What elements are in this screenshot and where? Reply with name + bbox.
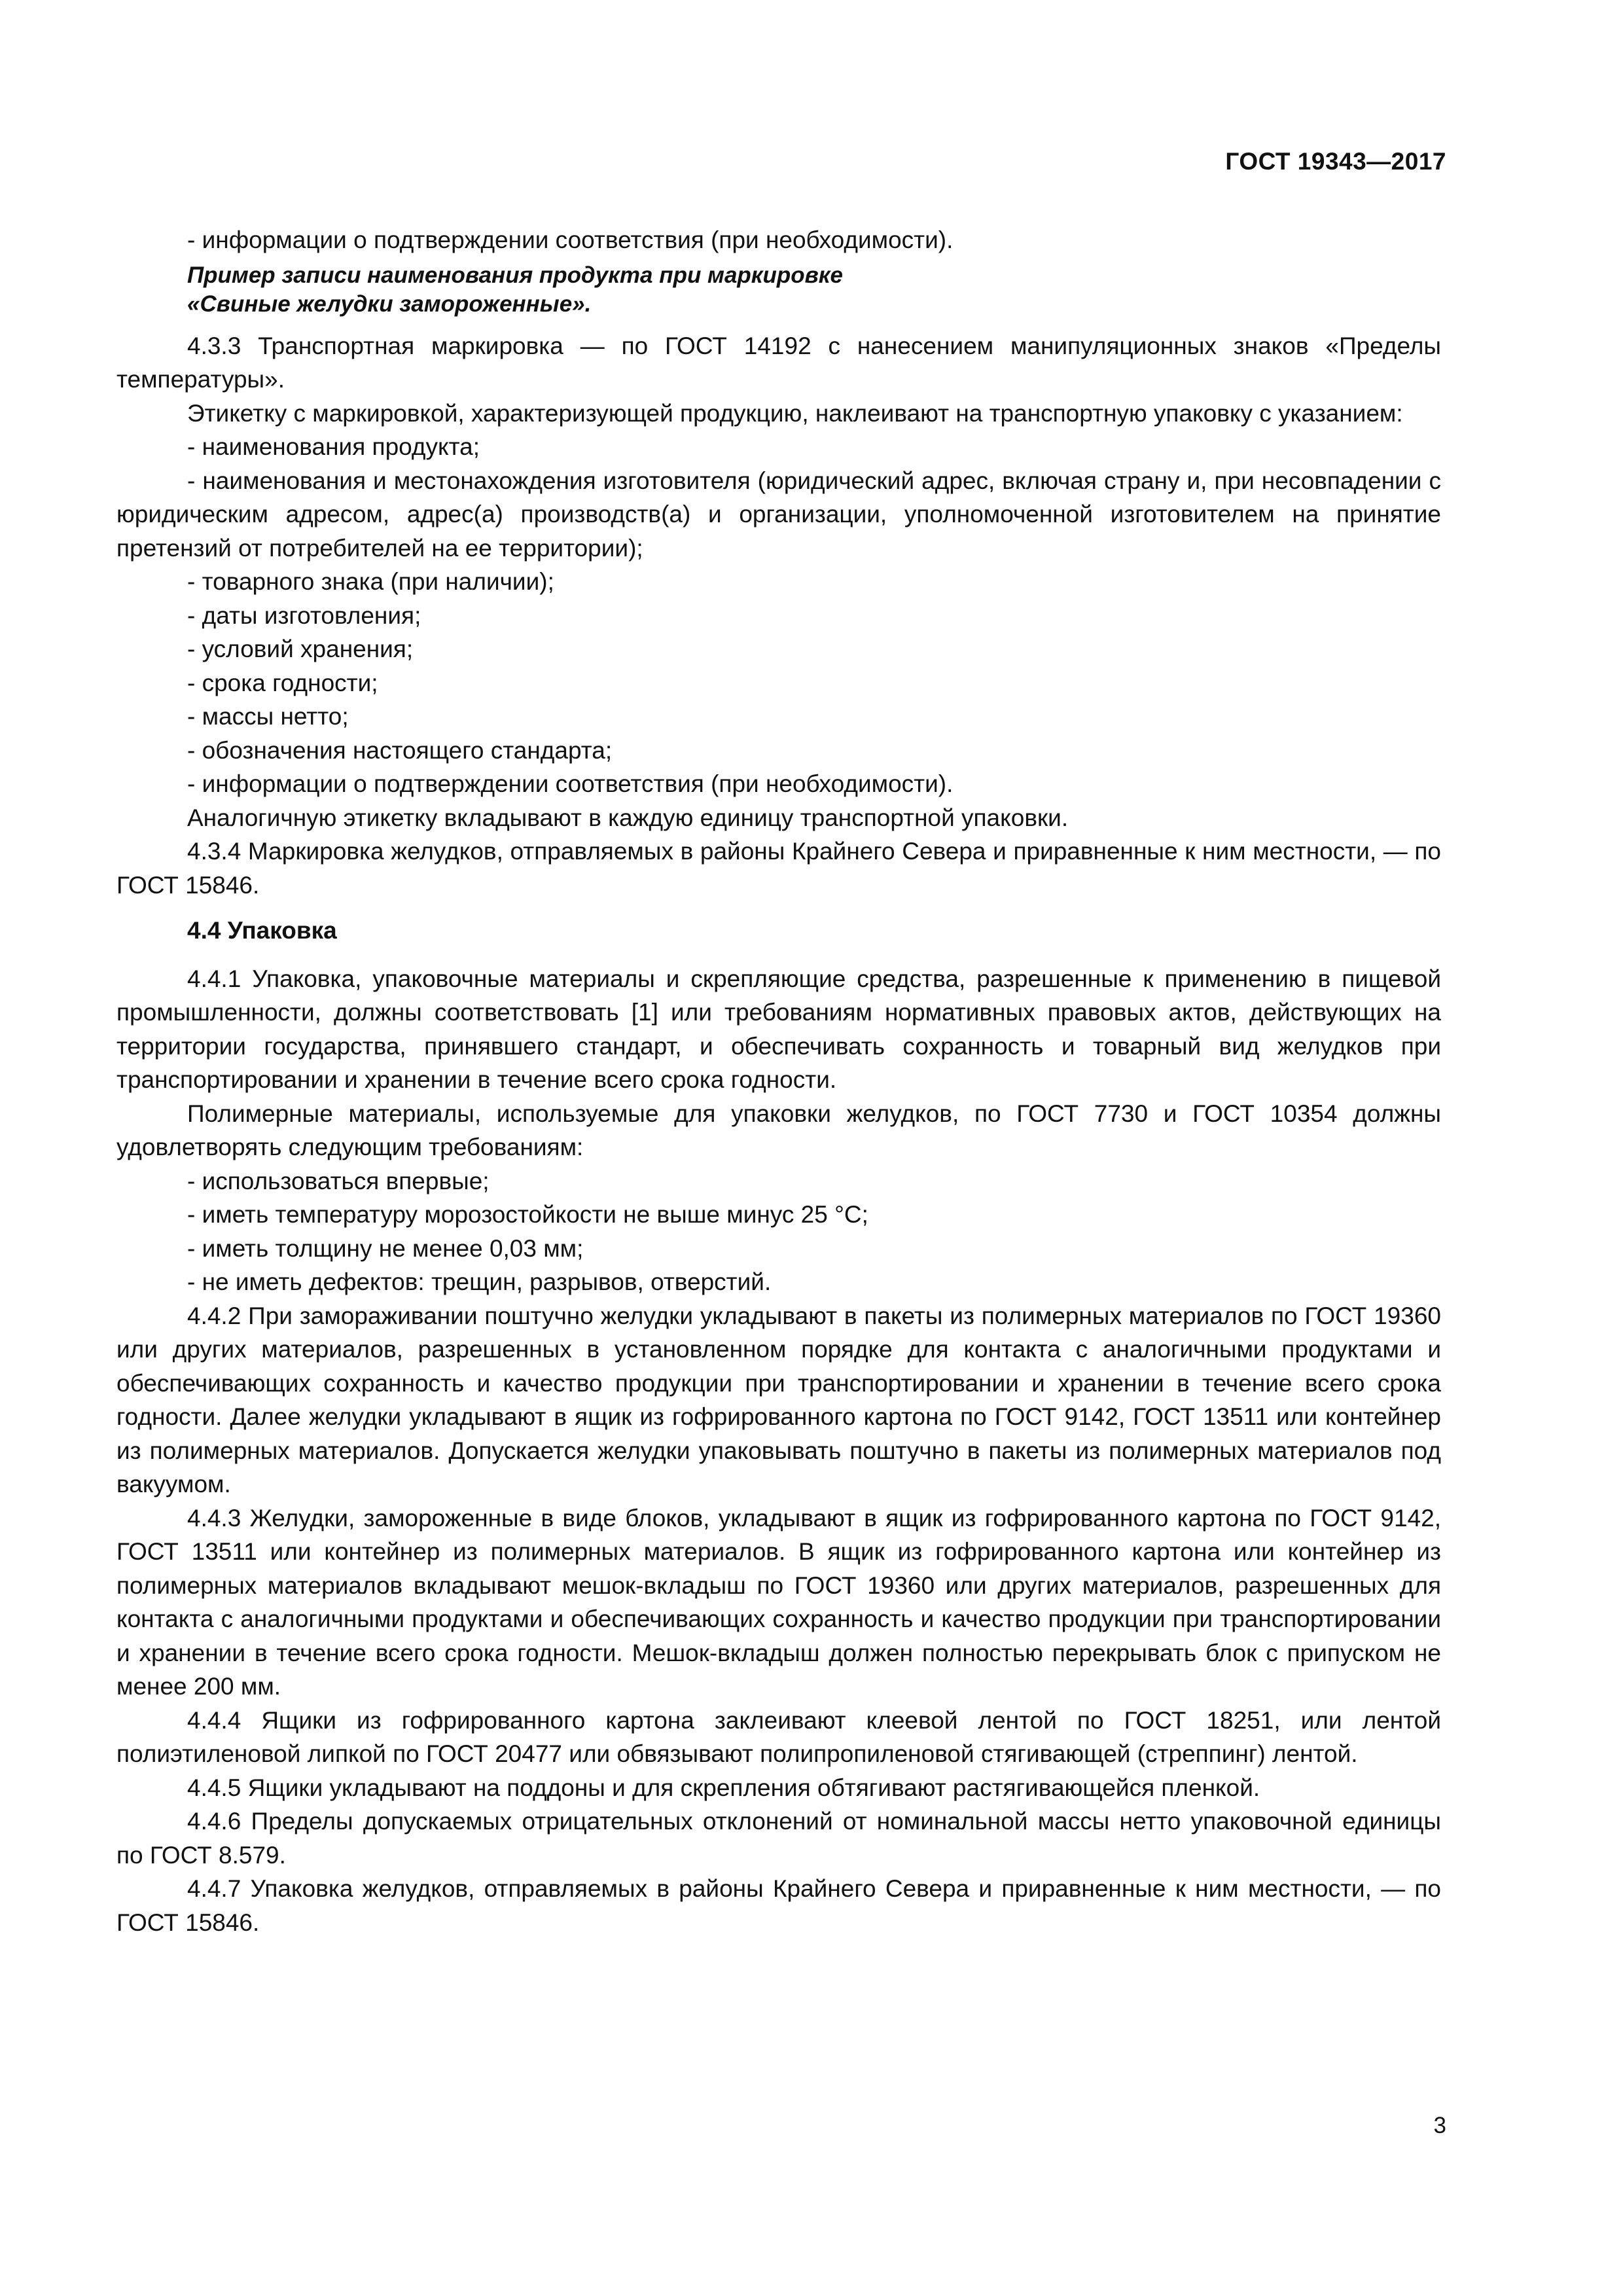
page-number: 3 xyxy=(1433,2113,1446,2138)
list-item: - информации о подтверждении соответствия (при необходимости). xyxy=(187,770,954,797)
page-body xyxy=(116,223,1441,1939)
list-item: - не иметь дефектов: трещин, разрывов, отверстий. xyxy=(187,1268,772,1295)
paragraph-4-4-7: 4.4.7 Упаковка желудков, отправляемых в районы Крайнего Севера и приравненные к ним местности, — по ГОСТ 15846. xyxy=(116,1875,1441,1936)
list-item: - иметь толщину не менее 0,03 мм; xyxy=(187,1234,584,1262)
example-line: Пример записи наименования продукта при маркировке xyxy=(187,262,844,288)
paragraph-4-4-1: 4.4.1 Упаковка, упаковочные материалы и скрепляющие средства, разрешенные к применению в пищевой промышленности, должны соответствовать [1] или требованиям нормативных правовых актов, действующих на территории государства, принявшего стандарт, и обеспечивать сохранность и товарный вид желудков при транспортировании и хранении в течение всего срока годности. xyxy=(116,965,1441,1093)
paragraph-4-4-4: 4.4.4 Ящики из гофрированного картона заклеивают клеевой лентой по ГОСТ 18251, или лентой полиэтиленовой липкой по ГОСТ 20477 или обвязывают полипропиленовой стягивающей (стреппинг) лентой. xyxy=(116,1706,1441,1767)
list-item: - использоваться впервые; xyxy=(187,1167,490,1194)
list-item: - срока годности; xyxy=(187,669,378,696)
section-heading-4-4: 4.4 Упаковка xyxy=(187,917,337,944)
paragraph-4-3-3: 4.3.3 Транспортная маркировка — по ГОСТ 14192 с нанесением манипуляционных знаков «Пределы температуры». xyxy=(116,332,1441,393)
list-item: - иметь температуру морозостойкости не выше минус 25 °С; xyxy=(187,1201,868,1228)
paragraph-4-4-6: 4.4.6 Пределы допускаемых отрицательных отклонений от номинальной массы нетто упаковочной единицы по ГОСТ 8.579. xyxy=(116,1808,1441,1869)
list-item: - наименования продукта; xyxy=(187,433,480,460)
paragraph-4-4-3: 4.4.3 Желудки, замороженные в виде блоков, укладывают в ящик из гофрированного картона по ГОСТ 9142, ГОСТ 13511 или контейнер из полимерных материалов. В ящик из гофрированного картона или контейнер из полимерных материалов вкладывают мешок-вкладыш по ГОСТ 19360 или других материалов, разрешенных для контакта с аналогичными продуктами и обеспечивающих сохранность и качество продукции при транспортировании и хранении в течение всего срока годности. Мешок-вкладыш должен полностью перекрывать блок с припуском не менее 200 мм. xyxy=(116,1504,1441,1700)
paragraph-4-4-2: 4.4.2 При замораживании поштучно желудки укладывают в пакеты из полимерных материалов по ГОСТ 19360 или других материалов, разрешенных в установленном порядке для контакта с аналогичными продуктами и обеспечивающих сохранность и качество продукции при транспортировании и хранении в течение всего срока годности. Далее желудки укладывают в ящик из гофрированного картона по ГОСТ 9142, ГОСТ 13511 или контейнер из полимерных материалов. Допускается желудки упаковывать поштучно в пакеты из полимерных материалов под вакуумом. xyxy=(116,1302,1441,1498)
list-item: - информации о подтверждении соответствия (при необходимости). xyxy=(187,226,954,253)
list-item: - наименования и местонахождения изготовителя (юридический адрес, включая страну и, при несовпадении с юридическим адресом, адрес(а) производств(а) и организации, уполномоченной изготовителем на принятие претензий от потребителей на ее территории); xyxy=(116,467,1441,562)
paragraph-4-4-5: 4.4.5 Ящики укладывают на поддоны и для скрепления обтягивают растягивающейся пленкой. xyxy=(187,1774,1260,1801)
list-item: - обозначения настоящего стандарта; xyxy=(187,736,613,764)
paragraph: Аналогичную этикетку вкладывают в каждую единицу транспортной упаковки. xyxy=(187,804,1069,831)
list-item: - даты изготовления; xyxy=(187,601,421,629)
paragraph: Полимерные материалы, используемые для упаковки желудков, по ГОСТ 7730 и ГОСТ 10354 должны удовлетворять следующим требованиям: xyxy=(116,1100,1441,1160)
paragraph-4-3-4: 4.3.4 Маркировка желудков, отправляемых в районы Крайнего Севера и приравненные к ним местности, — по ГОСТ 15846. xyxy=(116,838,1441,899)
document-code: ГОСТ 19343—2017 xyxy=(1225,148,1446,175)
list-item: - товарного знака (при наличии); xyxy=(187,568,554,595)
list-item: - массы нетто; xyxy=(187,703,349,730)
example-note xyxy=(116,261,1441,319)
paragraph: Этикетку с маркировкой, характеризующей продукцию, наклеивают на транспортную упаковку с указанием: xyxy=(187,399,1403,427)
list-item: - условий хранения; xyxy=(187,636,414,662)
example-line: «Свиные желудки замороженные». xyxy=(187,291,592,317)
